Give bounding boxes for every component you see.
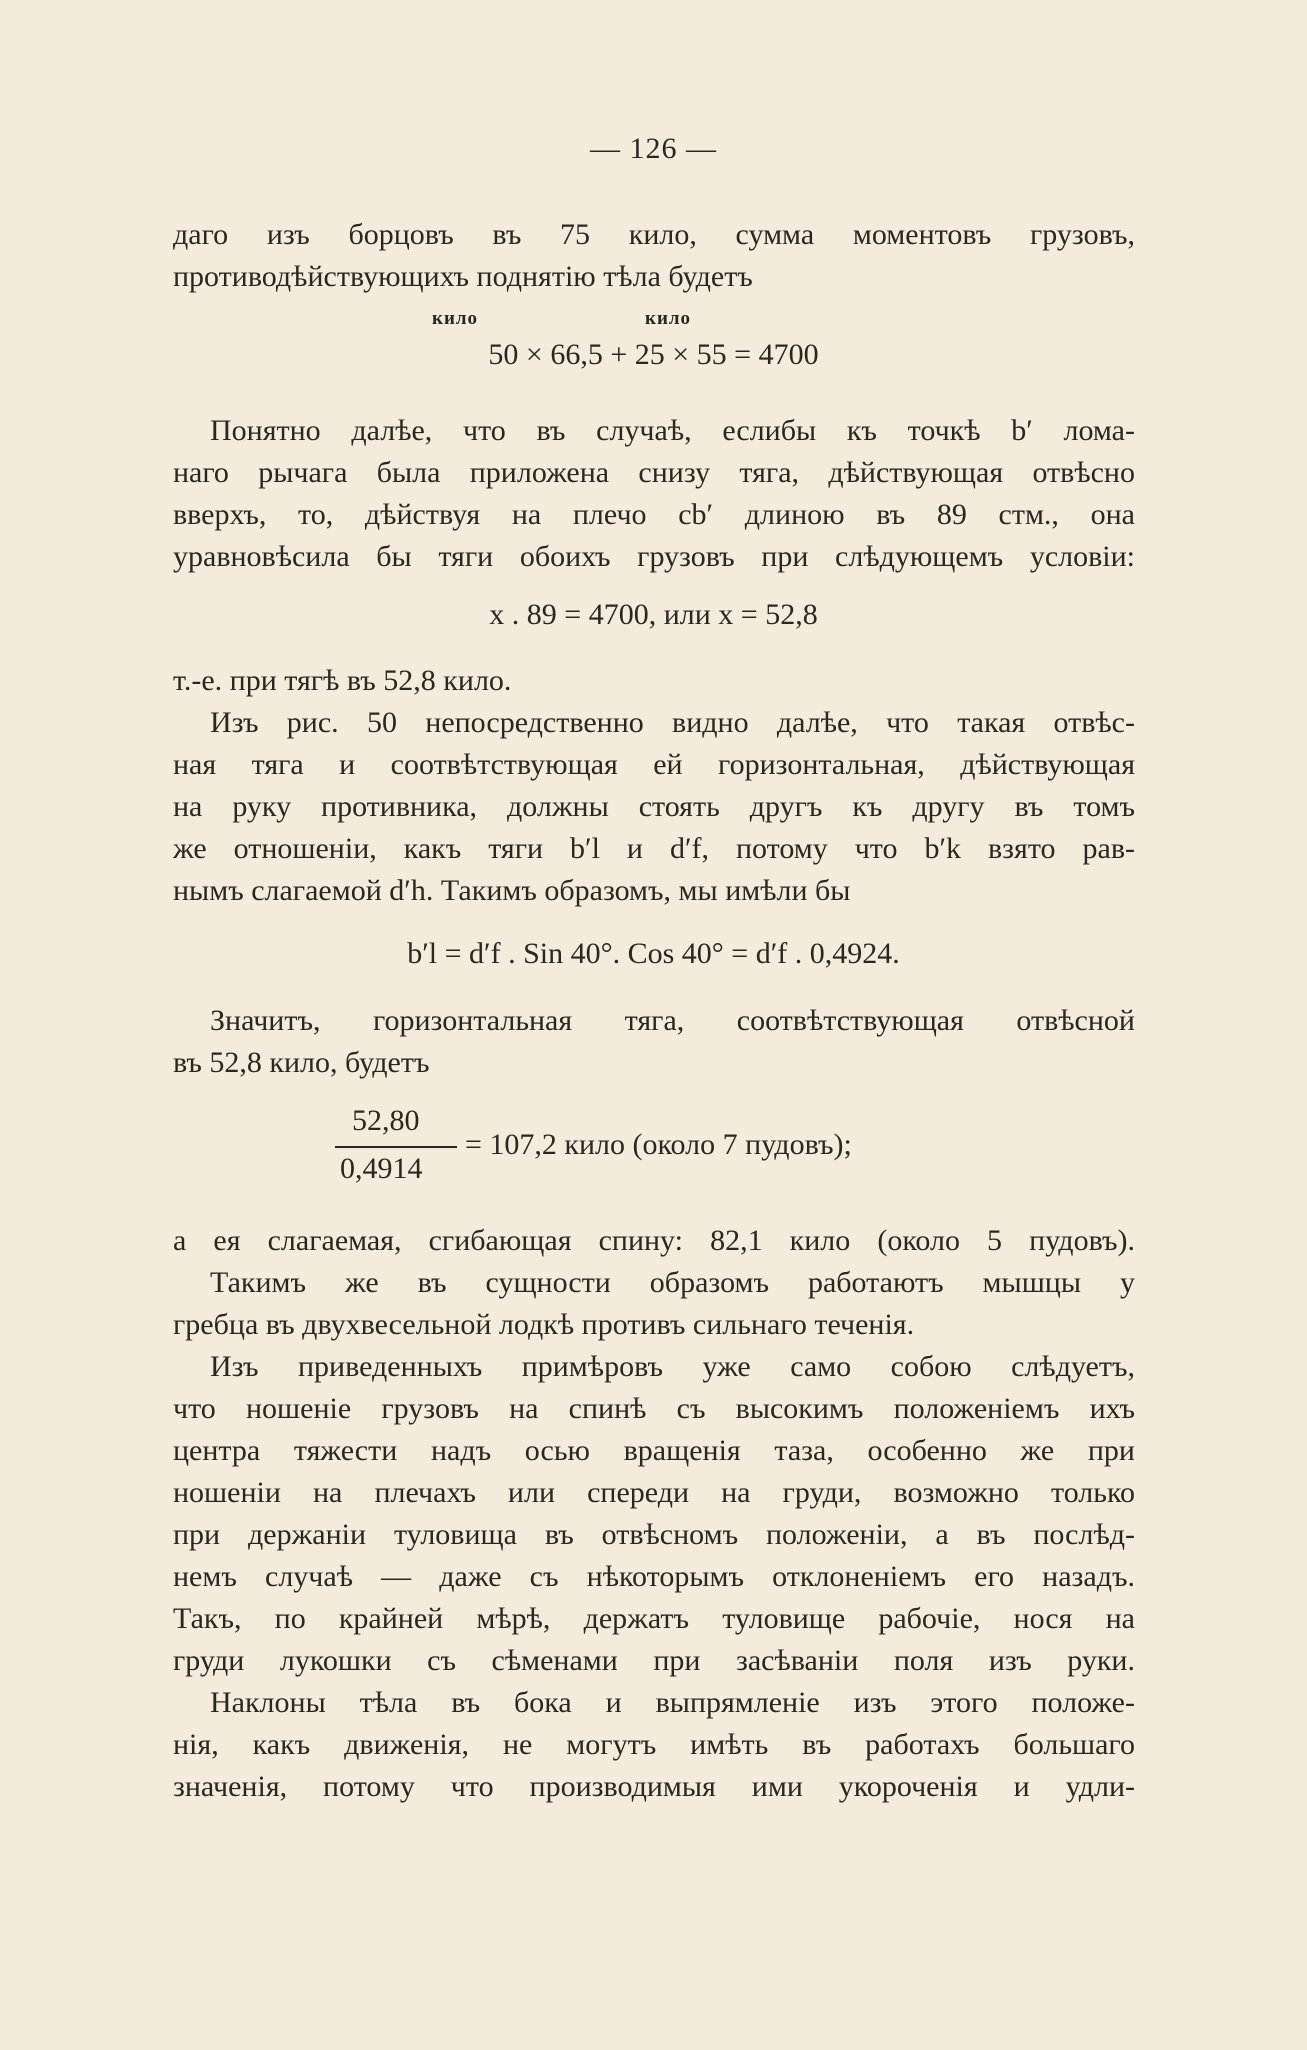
text-line: даго изъ борцовъ въ 75 кило, сумма моментовъ грузовъ, xyxy=(173,218,1135,251)
text-line: ношеніи на плечахъ или спереди на груди, возможно только xyxy=(173,1476,1135,1509)
text-line: Изъ рис. 50 непосредственно видно далѣе, что такая отвѣс- xyxy=(210,706,1135,739)
fraction-result: = 107,2 кило (около 7 пудовъ); xyxy=(465,1128,852,1161)
text-line: немъ случаѣ — даже съ нѣкоторымъ отклоненіемъ его назадъ. xyxy=(173,1560,1135,1593)
text-line: что ношеніе грузовъ на спинѣ съ высокимъ положеніемъ ихъ xyxy=(173,1392,1135,1425)
text-line: уравновѣсила бы тяги обоихъ грузовъ при слѣдующемъ условіи: xyxy=(173,540,1135,573)
fraction-denominator: 0,4914 xyxy=(340,1152,423,1185)
text-line: Такъ, по крайней мѣрѣ, держатъ туловище рабочіе, нося на xyxy=(173,1602,1135,1635)
text-line: на руку противника, должны стоять другъ къ другу въ томъ xyxy=(173,790,1135,823)
text-line: гребца въ двухвесельной лодкѣ противъ сильнаго теченія. xyxy=(173,1308,915,1341)
text-line: Такимъ же въ сущности образомъ работаютъ мышцы у xyxy=(210,1266,1135,1299)
text-line: вверхъ, то, дѣйствуя на плечо cb′ длиною въ 89 стм., она xyxy=(173,498,1135,531)
text-line: значенія, потому что производимыя ими укороченія и удли- xyxy=(173,1770,1135,1803)
text-line: Понятно далѣе, что въ случаѣ, еслибы къ точкѣ b′ лома- xyxy=(210,414,1135,447)
text-line: т.-е. при тягѣ въ 52,8 кило. xyxy=(173,664,512,697)
unit-label: кило xyxy=(645,308,692,329)
formula-moments: 50 × 66,5 + 25 × 55 = 4700 xyxy=(488,338,819,371)
fraction-bar xyxy=(335,1146,457,1148)
text-line: Изъ приведенныхъ примѣровъ уже само собою слѣдуетъ, xyxy=(210,1350,1135,1383)
fraction-numerator: 52,80 xyxy=(352,1104,420,1137)
unit-label: кило xyxy=(432,308,479,329)
text-line: наго рычага была приложена снизу тяга, дѣйствующая отвѣсно xyxy=(173,456,1135,489)
text-line: а ея слагаемая, сгибающая спину: 82,1 кило (около 5 пудовъ). xyxy=(173,1224,1135,1257)
text-line: же отношеніи, какъ тяги b′l и d′f, потому что b′k взято рав- xyxy=(173,832,1135,865)
text-line: въ 52,8 кило, будетъ xyxy=(173,1046,430,1079)
text-line: нымъ слагаемой d′h. Такимъ образомъ, мы имѣли бы xyxy=(173,874,851,907)
text-line: ная тяга и соотвѣтствующая ей горизонтальная, дѣйствующая xyxy=(173,748,1135,781)
text-line: противодѣйствующихъ поднятію тѣла будетъ xyxy=(173,260,753,293)
text-line: при держаніи туловища въ отвѣсномъ положеніи, а въ послѣд- xyxy=(173,1518,1135,1551)
formula-trig: b′l = d′f . Sin 40°. Cos 40° = d′f . 0,4924. xyxy=(407,937,900,970)
page-number: — 126 — xyxy=(590,132,717,165)
formula-equation: x . 89 = 4700, или x = 52,8 xyxy=(489,598,818,631)
text-line: нія, какъ движенія, не могутъ имѣть въ работахъ большаго xyxy=(173,1728,1135,1761)
text-line: Значитъ, горизонтальная тяга, соотвѣтствующая отвѣсной xyxy=(210,1004,1135,1037)
text-line: центра тяжести надъ осью вращенія таза, особенно же при xyxy=(173,1434,1135,1467)
text-line: Наклоны тѣла въ бока и выпрямленіе изъ этого положе- xyxy=(210,1686,1135,1719)
text-line: груди лукошки съ сѣменами при засѣваніи поля изъ руки. xyxy=(173,1644,1135,1677)
